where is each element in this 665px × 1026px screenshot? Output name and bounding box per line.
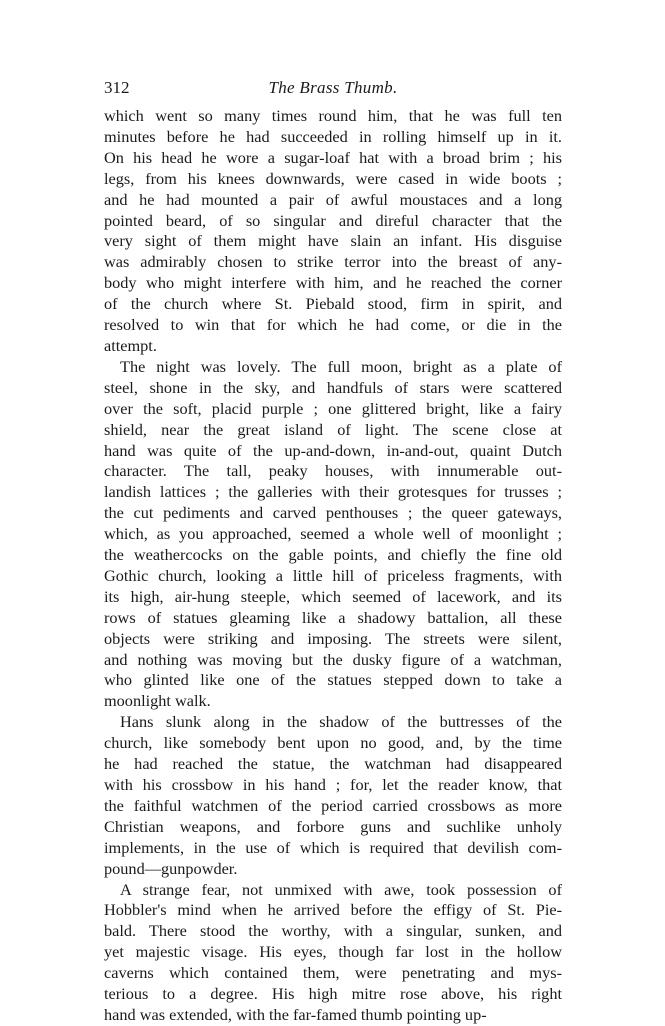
text-line: hand was extended, with the far-famed thumb pointing up- — [104, 1004, 487, 1024]
text-line: A strange fear, not unmixed with awe, took possession of — [120, 879, 562, 899]
text-line: its high, air-hung steeple, which seemed of lacework, and its — [104, 586, 562, 606]
text-line: minutes before he had succeeded in rolling himself up in it. — [104, 126, 562, 146]
page-header — [104, 78, 562, 106]
page-number: 312 — [104, 78, 130, 97]
text-line: which went so many times round him, that he was full ten — [104, 106, 562, 125]
text-line: moonlight walk. — [104, 691, 211, 711]
text-line: Hobbler's mind when he arrived before the effigy of St. Pie- — [104, 900, 562, 920]
text-line: On his head he wore a sugar-loaf hat with a broad brim ; his — [104, 147, 562, 167]
text-line: terious to a degree. His high mitre rose above, his right — [104, 984, 562, 1004]
text-line: legs, from his knees downwards, were cased in wide boots ; — [104, 168, 562, 188]
text-line: Christian weapons, and forbore guns and suchlike unholy — [104, 816, 562, 836]
text-line: over the soft, placid purple ; one glittered bright, like a fairy — [104, 398, 562, 418]
text-line: bald. There stood the worthy, with a singular, sunken, and — [104, 921, 562, 941]
text-line: pointed beard, of so singular and direful character that the — [104, 210, 562, 230]
text-line: objects were striking and imposing. The streets were silent, — [104, 628, 562, 648]
text-line: the faithful watchmen of the period carried crossbows as more — [104, 795, 562, 815]
text-line: which, as you approached, seemed a whole well of moonlight ; — [104, 524, 562, 544]
text-line: with his crossbow in his hand ; for, let the reader know, that — [104, 775, 562, 794]
text-line: very sight of them might have slain an infant. His disguise — [104, 231, 562, 251]
text-line: Gothic church, looking a little hill of priceless fragments, with — [104, 565, 562, 585]
text-line: and he had mounted a pair of awful moustaces and a long — [104, 189, 562, 209]
text-line: church, like somebody bent upon no good, and, by the time — [104, 733, 562, 753]
text-line: landish lattices ; the galleries with their grotesques for trusses ; — [104, 482, 562, 502]
text-line: yet majestic visage. His eyes, though far lost in the hollow — [104, 942, 562, 962]
text-line: shield, near the great island of light. The scene close at — [104, 419, 562, 439]
text-line: pound—gunpowder. — [104, 858, 238, 878]
text-line: steel, shone in the sky, and handfuls of stars were scattered — [104, 377, 562, 397]
text-line: hand was quite of the up-and-down, in-and-out, quaint Dutch — [104, 440, 562, 460]
book-page — [104, 78, 562, 1026]
text-line: caverns which contained them, were penetrating and mys- — [104, 963, 562, 983]
running-title: The Brass Thumb. — [268, 78, 398, 97]
text-line: attempt. — [104, 335, 157, 355]
text-line: implements, in the use of which is required that devilish com- — [104, 837, 562, 857]
body-text — [104, 106, 562, 1026]
text-line: Hans slunk along in the shadow of the buttresses of the — [120, 712, 562, 732]
text-line: he had reached the statue, the watchman had disappeared — [104, 754, 562, 774]
text-line: who glinted like one of the statues stepped down to take a — [104, 670, 562, 690]
paragraph — [104, 712, 562, 879]
text-line: resolved to win that for which he had come, or die in the — [104, 315, 562, 335]
paragraph — [104, 357, 562, 712]
text-line: was admirably chosen to strike terror into the breast of any- — [104, 252, 562, 272]
text-line: body who might interfere with him, and he reached the corner — [104, 273, 562, 293]
text-line: and nothing was moving but the dusky figure of a watchman, — [104, 649, 562, 669]
text-line: The night was lovely. The full moon, bright as a plate of — [120, 356, 562, 376]
text-line: the weathercocks on the gable points, and chiefly the fine old — [104, 545, 562, 565]
paragraph — [104, 880, 562, 1026]
text-line: of the church where St. Piebald stood, firm in spirit, and — [104, 294, 562, 314]
paragraph — [104, 106, 562, 357]
text-line: rows of statues gleaming like a shadowy battalion, all these — [104, 607, 562, 627]
text-line: character. The tall, peaky houses, with innumerable out- — [104, 461, 562, 481]
text-line: the cut pediments and carved penthouses ; the queer gateways, — [104, 503, 562, 523]
